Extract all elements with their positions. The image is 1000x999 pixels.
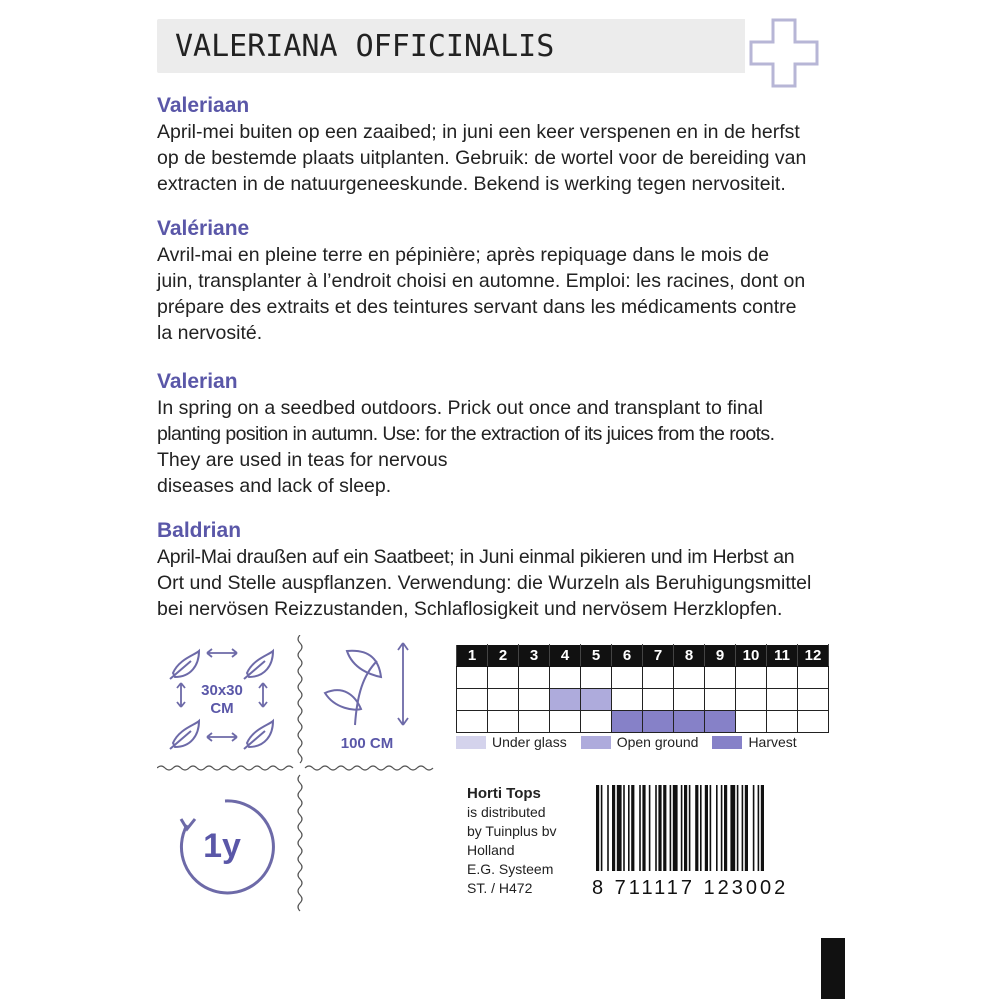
section-english (157, 369, 847, 499)
barcode-bar (730, 785, 735, 871)
month-cell: 4 (550, 645, 581, 667)
calendar-cell (488, 667, 519, 689)
month-cell: 6 (612, 645, 643, 667)
barcode-bar (658, 785, 661, 871)
barcode-bar (721, 785, 723, 871)
calendar-cell (550, 689, 581, 711)
section-german (157, 518, 847, 622)
calendar-cell (457, 689, 488, 711)
barcode-bars (596, 785, 764, 871)
distributor-line: Holland (467, 842, 515, 858)
barcode-bar (689, 785, 691, 871)
barcode-bar (684, 785, 687, 871)
section-title: Baldrian (157, 519, 242, 542)
barcode-bar (631, 785, 634, 871)
legend-swatch (712, 736, 742, 749)
spacing-label-line1: 30x30 (201, 682, 243, 699)
bottom-mark (821, 938, 845, 999)
section-dutch (157, 93, 847, 197)
divider-wave (298, 775, 302, 911)
barcode-bar (716, 785, 718, 871)
plant-height-icon (325, 643, 408, 725)
legend-label: Open ground (616, 734, 699, 750)
barcode-bar (596, 785, 599, 871)
calendar-cell (705, 689, 736, 711)
medical-cross-icon (745, 14, 823, 92)
page-title: VALERIANA OFFICINALIS (175, 29, 555, 64)
text-line: extracten in de natuurgeneeskunde. Bekend is werking tegen nervositeit. (157, 173, 786, 195)
sowing-calendar (456, 644, 829, 733)
barcode-bar (737, 785, 739, 871)
calendar-cell (612, 711, 643, 733)
calendar-cell (519, 689, 550, 711)
calendar-cell (581, 711, 612, 733)
barcode-bar (642, 785, 645, 871)
calendar-row-harvest (457, 711, 829, 733)
divider-wave (298, 635, 302, 763)
calendar-cell (736, 667, 767, 689)
legend-label: Under glass (492, 734, 567, 750)
calendar-cell (767, 667, 798, 689)
distributor-line: E.G. Systeem (467, 861, 554, 877)
legend-swatch (456, 736, 486, 749)
calendar-cell (519, 667, 550, 689)
barcode-bar (724, 785, 727, 871)
calendar-cell (612, 667, 643, 689)
calendar-cell (488, 689, 519, 711)
text-line: prépare des extraits et des teintures servant dans les médicaments contre (157, 296, 797, 318)
month-cell: 7 (643, 645, 674, 667)
section-body (157, 119, 847, 197)
calendar-cell (798, 711, 829, 733)
lifespan-label: 1y (203, 827, 241, 865)
section-french (157, 216, 847, 346)
barcode-bar (617, 785, 622, 871)
calendar-cell (643, 667, 674, 689)
month-cell: 1 (457, 645, 488, 667)
section-body (157, 395, 847, 499)
month-cell: 11 (767, 645, 798, 667)
spacing-label-line2: CM (210, 700, 234, 717)
barcode (590, 783, 840, 903)
distributor-line: is distributed (467, 804, 546, 820)
barcode-bar (607, 785, 609, 871)
calendar-cell (550, 667, 581, 689)
barcode-bar (649, 785, 651, 871)
calendar-cell (519, 711, 550, 733)
text-line: diseases and lack of sleep. (157, 475, 392, 497)
month-cell: 12 (798, 645, 829, 667)
calendar-cell (798, 667, 829, 689)
barcode-number: 8 711117 123002 (592, 877, 789, 899)
calendar-cell (457, 667, 488, 689)
legend-item-open-ground (581, 734, 699, 750)
text-line: Ort und Stelle auspflanzen. Verwendung: die Wurzeln als Beruhigungsmittel (157, 572, 812, 594)
legend-item-harvest (712, 734, 796, 750)
barcode-bar (623, 785, 625, 871)
distributor-info (467, 784, 557, 898)
text-line: They are used in teas for nervous (157, 449, 448, 471)
calendar-cell (767, 689, 798, 711)
barcode-bar (639, 785, 641, 871)
calendar-cell (643, 711, 674, 733)
section-title: Valerian (157, 370, 238, 393)
divider-wave (305, 766, 433, 770)
month-cell: 5 (581, 645, 612, 667)
calendar-cell (581, 689, 612, 711)
calendar-cell (705, 711, 736, 733)
growing-info-icons (157, 635, 437, 915)
text-line: April-mei buiten op een zaaibed; in juni een keer verspenen en in de herfst (157, 121, 800, 143)
height-label: 100 CM (340, 735, 394, 752)
calendar-cell (457, 711, 488, 733)
calendar-cell (705, 667, 736, 689)
text-line: April-Mai draußen auf ein Saatbeet; in Juni einmal pikieren und im Herbst an (157, 546, 795, 568)
barcode-bar (663, 785, 666, 871)
barcode-bar (761, 785, 764, 871)
calendar-cell (488, 711, 519, 733)
barcode-bar (628, 785, 630, 871)
calendar-cell (550, 711, 581, 733)
calendar-cell (798, 689, 829, 711)
calendar-legend (456, 734, 811, 750)
calendar-cell (581, 667, 612, 689)
text-line: planting position in autumn. Use: for the extraction of its juices from the roots. (157, 423, 775, 445)
legend-label: Harvest (748, 734, 797, 750)
text-line: la nervosité. (157, 322, 263, 344)
text-line: Avril-mai en pleine terre en pépinière; après repiquage dans le mois de (157, 244, 770, 266)
divider-wave (157, 766, 293, 770)
barcode-bar (700, 785, 702, 871)
spacing-icon (170, 649, 273, 749)
brand-name: Horti Tops (467, 785, 541, 802)
text-line: juin, transplanter à l’endroit choisi en automne. Emploi: les racines, dont on (157, 270, 806, 292)
barcode-bar (745, 785, 748, 871)
distributor-line: ST. / H472 (467, 880, 533, 896)
section-body (157, 242, 847, 346)
barcode-bar (753, 785, 755, 871)
calendar-cell (674, 667, 705, 689)
barcode-bar (710, 785, 712, 871)
month-cell: 9 (705, 645, 736, 667)
calendar-cell (736, 711, 767, 733)
calendar-header-row (457, 645, 829, 667)
barcode-bar (758, 785, 760, 871)
month-cell: 8 (674, 645, 705, 667)
month-cell: 2 (488, 645, 519, 667)
calendar-cell (674, 689, 705, 711)
month-cell: 10 (736, 645, 767, 667)
legend-item-under-glass (456, 734, 567, 750)
text-line: In spring on a seedbed outdoors. Prick out once and transplant to final (157, 397, 763, 419)
barcode-bar (705, 785, 708, 871)
calendar-cell (767, 711, 798, 733)
barcode-bar (695, 785, 698, 871)
text-line: bei nervösen Reizzustanden, Schlaflosigkeit und nervösem Herzklopfen. (157, 598, 783, 620)
barcode-bar (681, 785, 683, 871)
barcode-bar (673, 785, 678, 871)
section-body (157, 544, 847, 622)
distributor-line: by Tuinplus bv (467, 823, 557, 839)
month-cell: 3 (519, 645, 550, 667)
legend-swatch (581, 736, 611, 749)
barcode-bar (742, 785, 744, 871)
calendar-cell (643, 689, 674, 711)
calendar-cell (674, 711, 705, 733)
calendar-row-under-glass (457, 667, 829, 689)
calendar-cell (612, 689, 643, 711)
barcode-bar (655, 785, 657, 871)
section-title: Valériane (157, 217, 250, 240)
calendar-row-open-ground (457, 689, 829, 711)
barcode-bar (670, 785, 672, 871)
barcode-bar (601, 785, 603, 871)
section-title: Valeriaan (157, 94, 250, 117)
text-line: op de bestemde plaats uitplanten. Gebruik: de wortel voor de bereiding van (157, 147, 807, 169)
barcode-bar (612, 785, 615, 871)
calendar-cell (736, 689, 767, 711)
